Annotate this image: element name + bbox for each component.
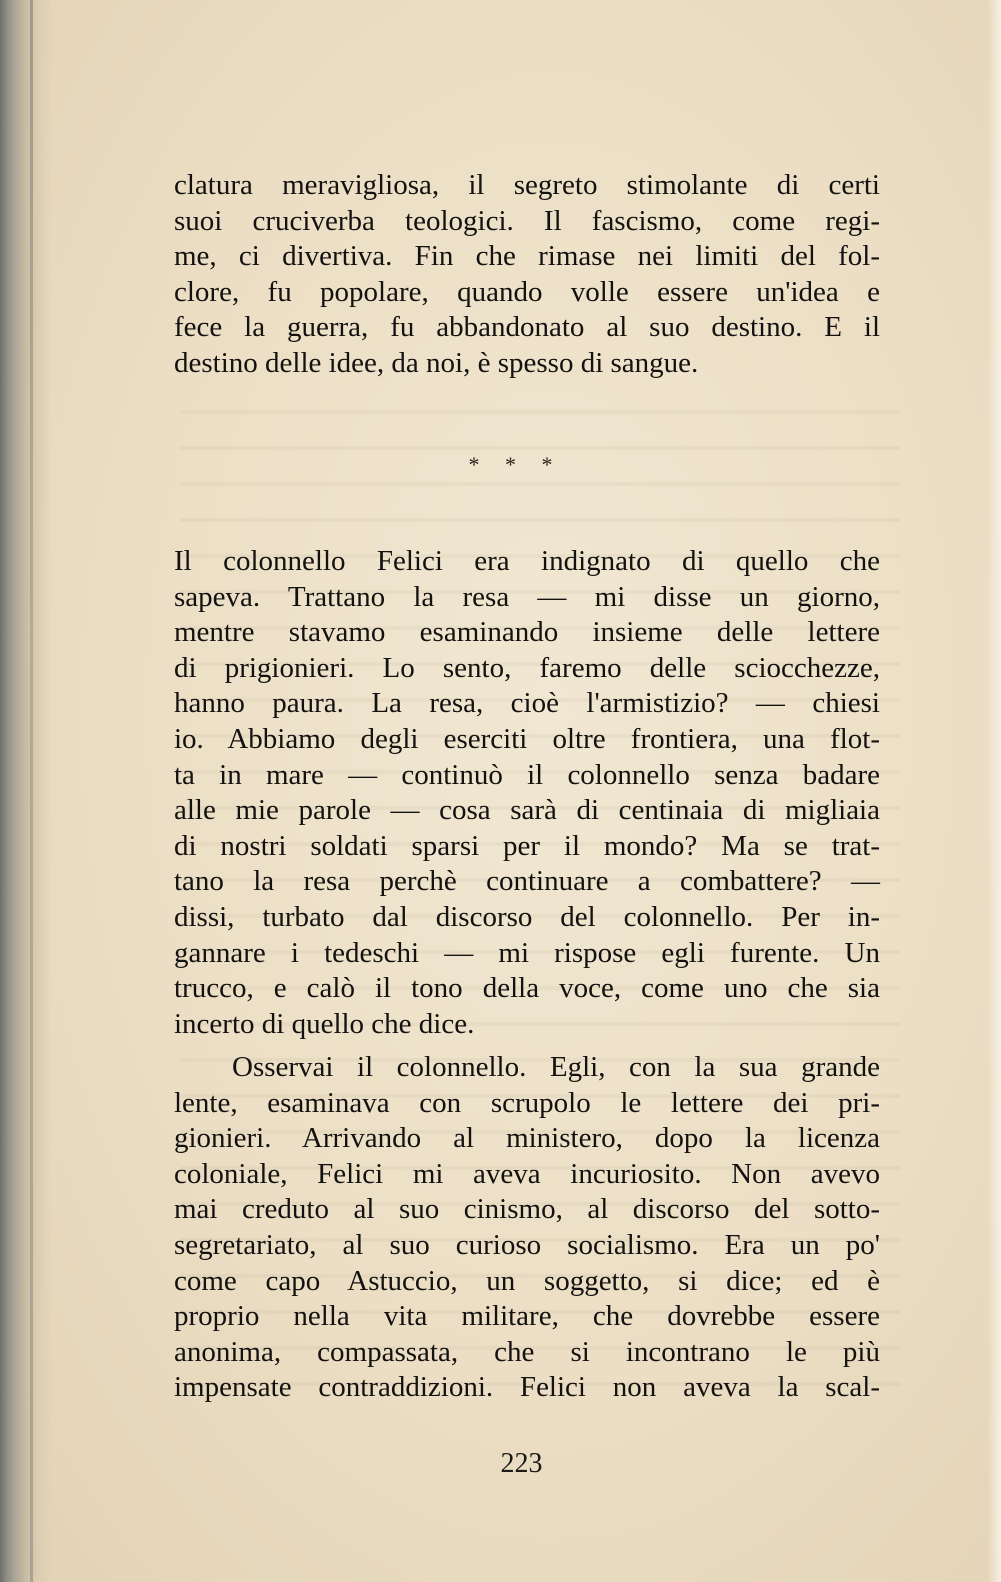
paragraph-1 [174, 168, 880, 382]
text-line: suoi cruciverba teologici. Il fascismo, come regi- [174, 204, 880, 237]
text-line: clatura meravigliosa, il segreto stimolante di certi [174, 169, 880, 201]
paragraph-3 [174, 1050, 880, 1406]
text-line: gannare i tedeschi — mi rispose egli furente. Un [174, 936, 880, 969]
text-line: Il colonnello Felici era indignato di quello che [174, 545, 880, 577]
text-line: destino delle idee, da noi, è spesso di sangue. [174, 346, 699, 379]
text-line: proprio nella vita militare, che dovrebbe essere [174, 1300, 880, 1333]
text-line: mentre stavamo esaminando insieme delle lettere [174, 616, 880, 649]
text-line: sapeva. Trattano la resa — mi disse un giorno, [174, 580, 880, 613]
text-line: incerto di quello che dice. [174, 1007, 475, 1040]
text-line: ta in mare — continuò il colonnello senza badare [174, 758, 880, 791]
page-number: 223 [500, 1448, 543, 1479]
text-line: lente, esaminava con scrupolo le lettere dei pri- [174, 1086, 880, 1119]
text-line: di nostri soldati sparsi per il mondo? Ma se trat- [174, 829, 880, 862]
text-line: fece la guerra, fu abbandonato al suo destino. E il [174, 311, 880, 344]
text-line: dissi, turbato dal discorso del colonnello. Per in- [174, 900, 880, 933]
text-line: alle mie parole — cosa sarà di centinaia di migliaia [174, 794, 880, 827]
text-line: gionieri. Arrivando al ministero, dopo la licenza [174, 1122, 880, 1155]
text-line: trucco, e calò il tono della voce, come uno che sia [174, 972, 880, 1005]
paragraph-2 [174, 544, 880, 1042]
text-line: io. Abbiamo degli eserciti oltre frontiera, una flot- [174, 722, 880, 755]
text-line: clore, fu popolare, quando volle essere un'idea e [174, 275, 880, 308]
text-line: di prigionieri. Lo sento, faremo delle sciocchezze, [174, 651, 880, 684]
text-line: Osservai il colonnello. Egli, con la sua grande [232, 1051, 880, 1083]
text-line: segretariato, al suo curioso socialismo. Era un po' [174, 1228, 880, 1261]
section-separator: * * * [468, 452, 563, 477]
text-line: tano la resa perchè continuare a combattere? — [174, 865, 880, 898]
text-line: hanno paura. La resa, cioè l'armistizio? — chiesi [174, 687, 880, 720]
spine-shadow [0, 0, 52, 1582]
text-line: impensate contraddizioni. Felici non aveva la scal- [174, 1371, 880, 1404]
text-line: coloniale, Felici mi aveva incuriosito. Non avevo [174, 1157, 880, 1190]
spine-crease [30, 0, 33, 1582]
text-line: mai creduto al suo cinismo, al discorso del sotto- [174, 1193, 880, 1226]
text-line: me, ci divertiva. Fin che rimase nei limiti del fol- [174, 240, 880, 273]
text-line: come capo Astuccio, un soggetto, si dice; ed è [174, 1264, 880, 1297]
page-edge [987, 0, 1001, 1582]
text-line: anonima, compassata, che si incontrano le più [174, 1335, 880, 1368]
